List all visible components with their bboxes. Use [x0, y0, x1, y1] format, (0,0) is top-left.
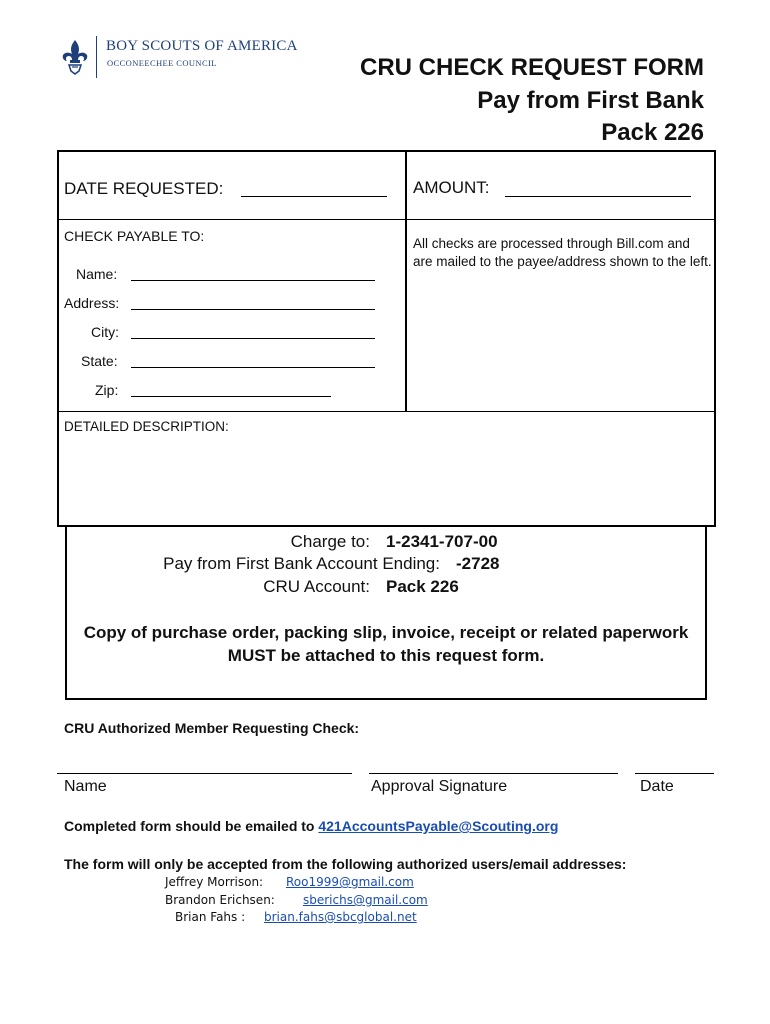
detailed-description-label: DETAILED DESCRIPTION:	[64, 419, 229, 434]
approval-signature-line[interactable]	[369, 773, 618, 774]
bank-account-label: Pay from First Bank Account Ending:	[163, 554, 440, 573]
logo-divider	[96, 36, 97, 78]
bank-account-value: -2728	[456, 554, 500, 573]
accounts-payable-email-link[interactable]: 421AccountsPayable@Scouting.org	[318, 818, 559, 834]
authorized-user-name: Brian Fahs :	[175, 910, 246, 924]
amount-label: AMOUNT:	[413, 178, 490, 197]
charge-info-box	[65, 527, 707, 700]
address-label: Address:	[64, 295, 120, 311]
authorized-users-heading: The form will only be accepted from the following authorized users/email addresses:	[64, 856, 627, 872]
attachment-notice: Copy of purchase order, packing slip, invoice, receipt or related paperwork MUST be attached to this request form.	[83, 623, 689, 665]
cru-account-value: Pack 226	[386, 577, 459, 596]
name-signature-label: Name	[64, 778, 107, 795]
charge-to-label: Charge to:	[290, 532, 370, 551]
authorized-user-name: Jeffrey Morrison:	[165, 875, 264, 889]
amount-field[interactable]	[505, 196, 691, 197]
signature-heading: CRU Authorized Member Requesting Check:	[64, 720, 360, 736]
detailed-description-field[interactable]	[60, 440, 712, 522]
authorized-user-name: Brandon Erichsen:	[165, 893, 275, 907]
zip-label: Zip:	[95, 382, 119, 398]
approval-signature-label: Approval Signature	[371, 778, 508, 795]
authorized-user-email-link[interactable]: Roo1999@gmail.com	[286, 875, 414, 889]
state-label: State:	[81, 353, 118, 369]
name-signature-line[interactable]	[57, 773, 352, 774]
billcom-note: All checks are processed through Bill.com and are mailed to the payee/address shown to the left.	[413, 236, 712, 269]
payee-state-field[interactable]	[131, 367, 375, 368]
authorized-user-email-link[interactable]: sberichs@gmail.com	[303, 893, 428, 907]
charge-to-value: 1-2341-707-00	[386, 532, 498, 551]
logo-council-name: OCCONEECHEE COUNCIL	[107, 58, 217, 68]
check-payable-label: CHECK PAYABLE TO:	[64, 228, 205, 244]
fleur-de-lis-icon	[60, 38, 90, 76]
logo-org-name: BOY SCOUTS OF AMERICA	[106, 38, 298, 54]
date-signature-label: Date	[640, 778, 674, 795]
date-signature-line[interactable]	[635, 773, 714, 774]
date-requested-field[interactable]	[241, 196, 387, 197]
form-row-divider	[57, 411, 716, 412]
cru-account-label: CRU Account:	[263, 577, 370, 596]
email-instruction	[64, 818, 558, 834]
payee-name-field[interactable]	[131, 280, 375, 281]
pack-title: Pack 226	[601, 119, 704, 146]
bsa-logo	[60, 36, 300, 80]
authorized-user-email-link[interactable]: brian.fahs@sbcglobal.net	[264, 910, 417, 924]
form-column-divider	[405, 150, 407, 412]
payee-address-field[interactable]	[131, 309, 375, 310]
email-instruction-text: Completed form should be emailed to	[64, 818, 315, 834]
page-subtitle: Pay from First Bank	[477, 87, 704, 114]
date-requested-label: DATE REQUESTED:	[64, 179, 224, 198]
payee-zip-field[interactable]	[131, 396, 331, 397]
payee-city-field[interactable]	[131, 338, 375, 339]
page-title: CRU CHECK REQUEST FORM	[359, 54, 704, 81]
name-label: Name:	[76, 266, 118, 282]
form-row-divider	[57, 219, 716, 220]
city-label: City:	[91, 324, 119, 340]
